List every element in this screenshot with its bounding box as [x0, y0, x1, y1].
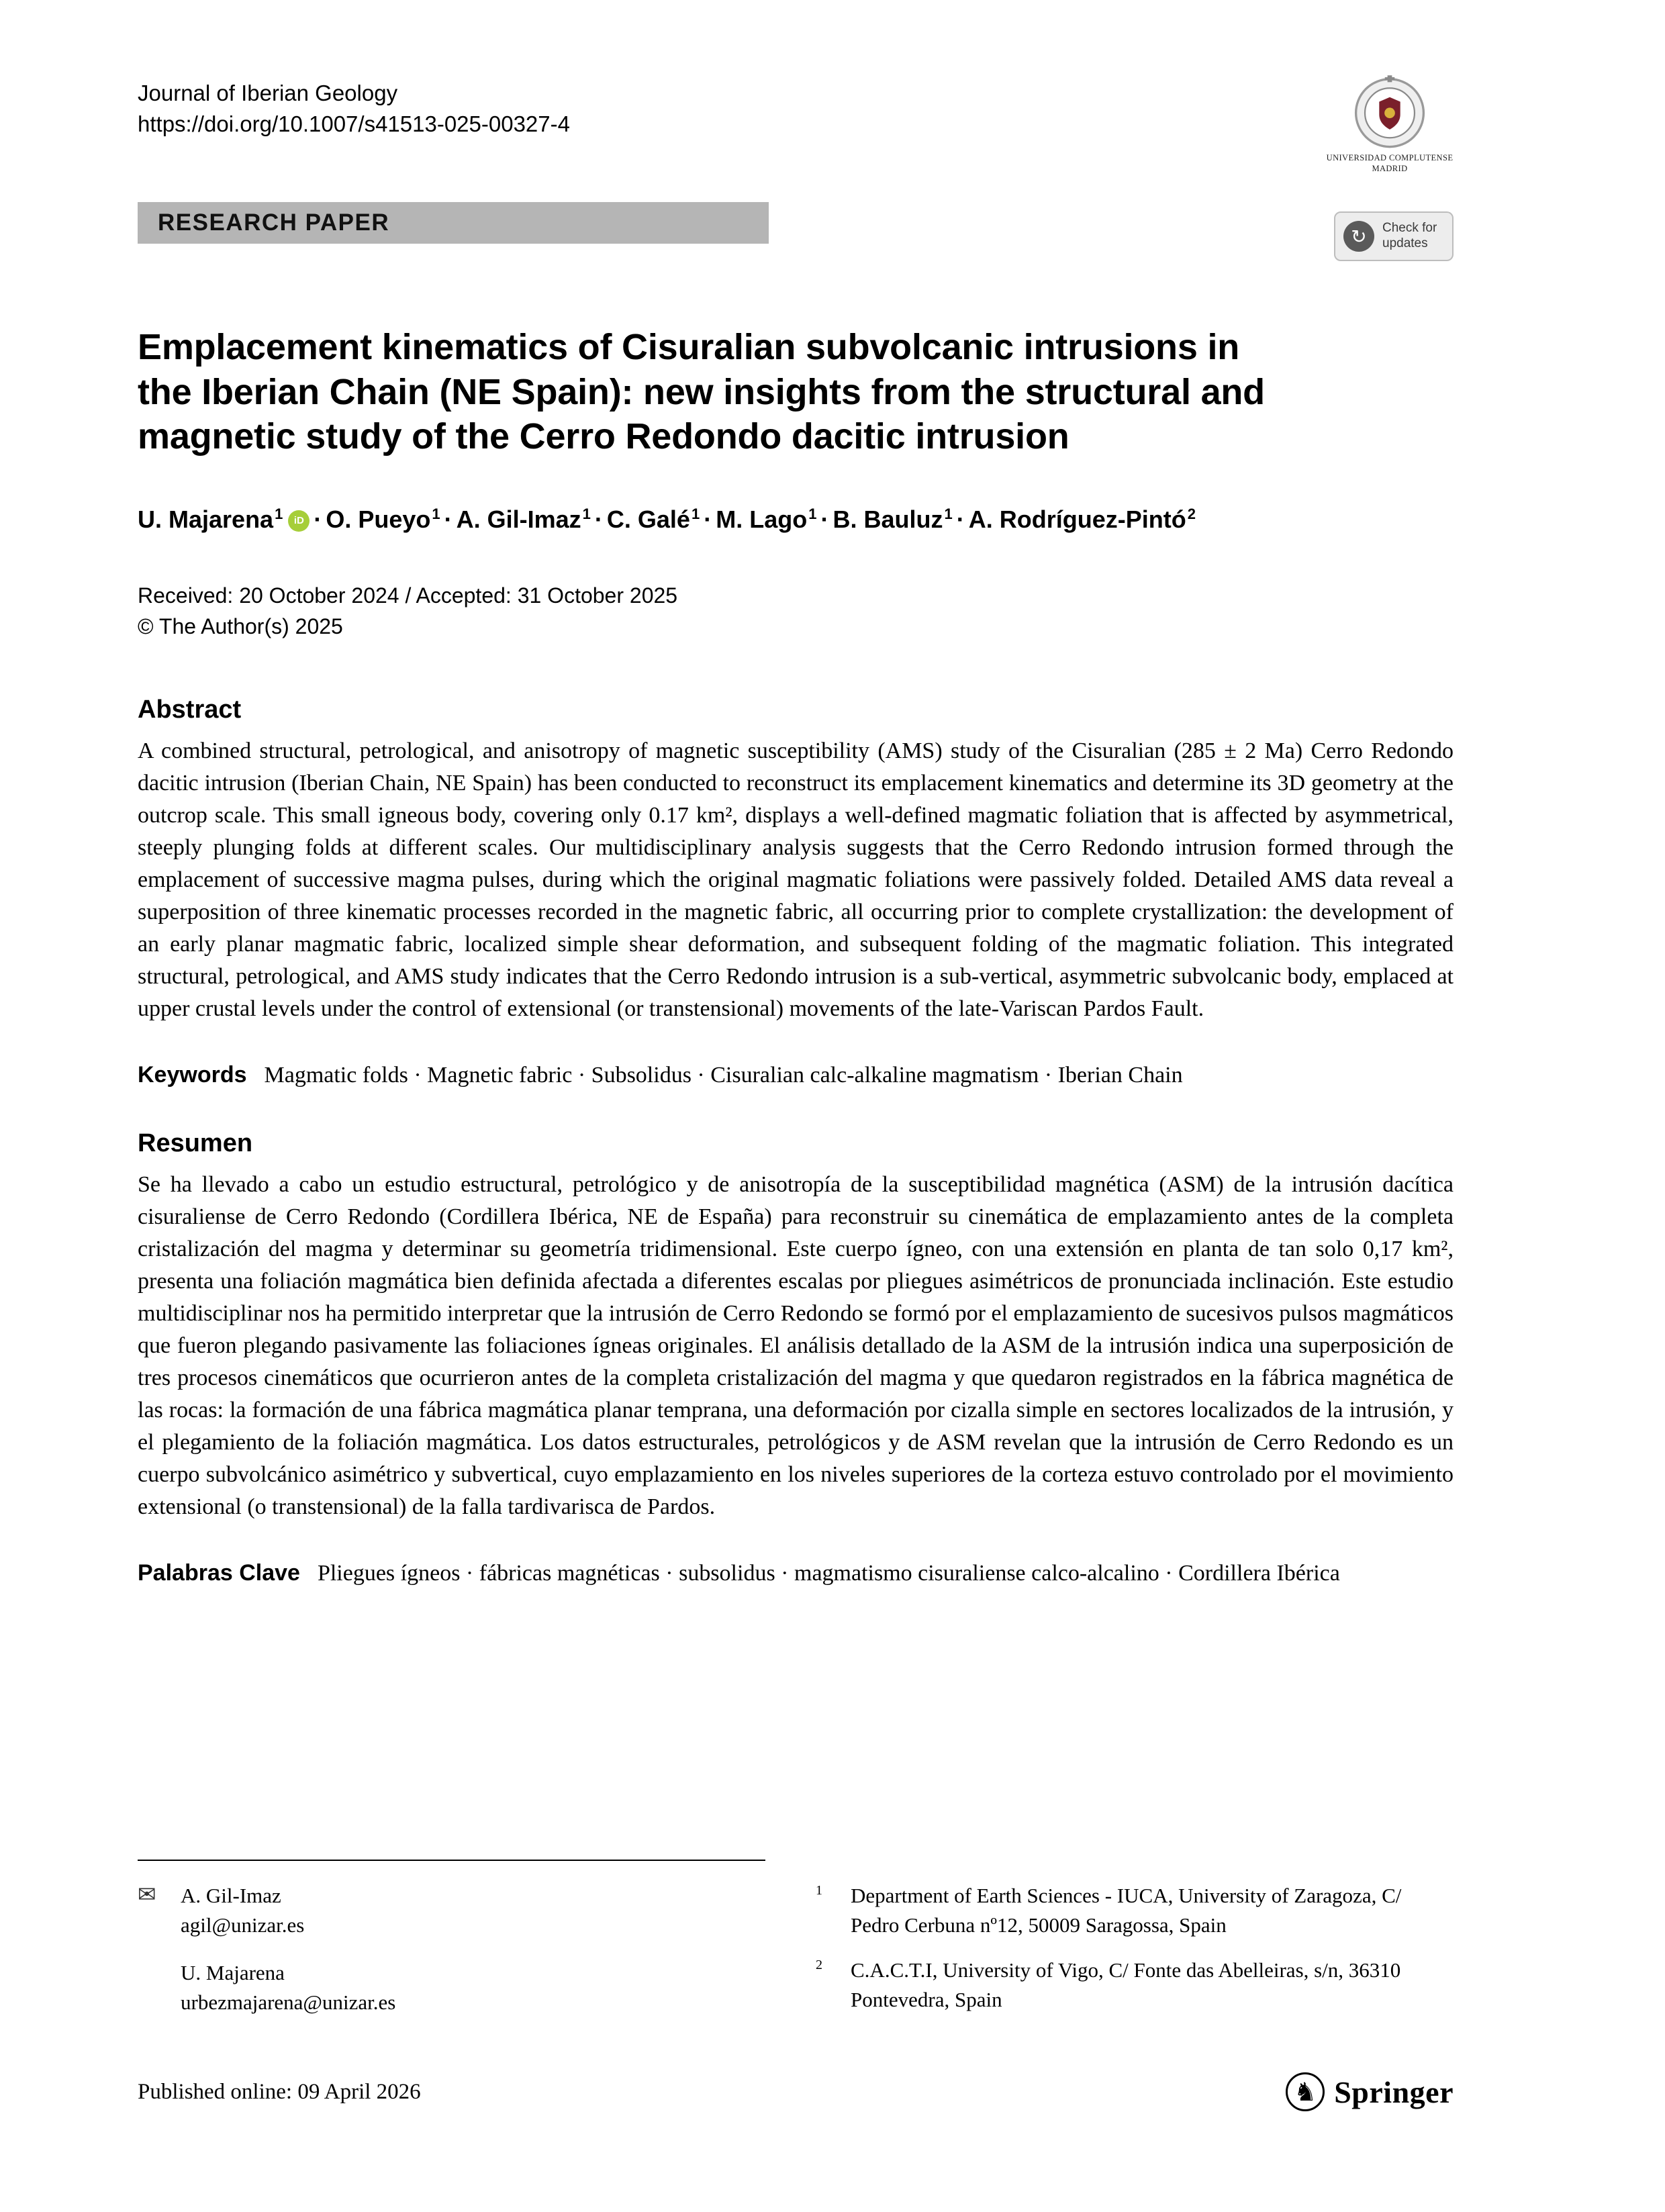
author-name: A. Gil-Imaz [456, 506, 581, 534]
author [326, 506, 440, 533]
author [607, 506, 700, 533]
springer-horse-glyph: ♞ [1294, 2077, 1317, 2107]
abstract-heading: Abstract [138, 695, 242, 724]
author-separator: · [820, 506, 829, 534]
author-name: A. Rodríguez-Pintó [968, 506, 1186, 534]
author-affiliation-sup: 2 [1187, 506, 1196, 523]
journal-name: Journal of Iberian Geology [138, 81, 398, 105]
article-title-line: Emplacement kinematics of Cisuralian subvolcanic intrusions in [138, 327, 1240, 368]
author [832, 506, 952, 533]
author-separator: · [314, 506, 322, 534]
author-name: C. Galé [606, 506, 690, 534]
affiliation [816, 1956, 1454, 2014]
ucm-caption-line1: UNIVERSIDAD COMPLUTENSE [1326, 153, 1454, 162]
article-title [138, 325, 1454, 459]
correspondence-name: U. Majarena [181, 1961, 285, 1985]
springer-logo [1286, 2072, 1454, 2111]
author-affiliation-sup: 1 [691, 506, 700, 523]
affiliation-number: 2 [816, 1958, 822, 1973]
keywords-label: Keywords [138, 1062, 247, 1088]
author-affiliation-sup: 1 [944, 506, 953, 523]
copyright-line: © The Author(s) 2025 [138, 614, 343, 638]
journal-header-block [138, 81, 570, 137]
keywords-text: Magmatic folds · Magnetic fabric · Subsolidus · Cisuralian calc-alkaline magmatism · Iberian Chain [264, 1063, 1183, 1088]
springer-wordmark: Springer [1334, 2074, 1454, 2109]
footnote-columns [138, 1881, 1454, 2035]
correspondence-text [181, 1958, 395, 2017]
author [716, 506, 816, 533]
affiliation [816, 1881, 1454, 1939]
page-footer [138, 2072, 1454, 2111]
resumen-heading: Resumen [138, 1129, 253, 1158]
author-separator: · [444, 506, 453, 534]
palabras-clave-label: Palabras Clave [138, 1560, 300, 1586]
orcid-icon[interactable]: iD [288, 510, 310, 532]
article-type-badge: RESEARCH PAPER [138, 202, 769, 244]
correspondence-entry [138, 1958, 816, 2017]
ucm-logo [1326, 74, 1454, 174]
author-separator: · [594, 506, 603, 534]
author-affiliation-sup: 1 [808, 506, 817, 523]
ucm-caption-line2: MADRID [1372, 163, 1408, 173]
affiliation-text: Department of Earth Sciences - IUCA, University of Zaragoza, C/ Pedro Cerbuna nº12, 50009 Saragossa, Spain [851, 1884, 1402, 1937]
author-name: M. Lago [716, 506, 808, 534]
affiliation-text: C.A.C.T.I, University of Vigo, C/ Fonte das Abelleiras, s/n, 36310 Pontevedra, Spain [851, 1958, 1401, 2011]
check-for-updates-badge[interactable] [1334, 211, 1454, 261]
author [969, 506, 1196, 533]
author-affiliation-sup: 1 [582, 506, 591, 523]
crossmark-icon: ↻ [1343, 221, 1374, 252]
correspondence-name: A. Gil-Imaz [181, 1884, 281, 1908]
article-type-row [138, 202, 1454, 261]
abstract-text: A combined structural, petrological, and anisotropy of magnetic susceptibility (AMS) study of the Cisuralian (285 ± 2 Ma) Cerro Redondo dacitic intrusion (Iberian Chain, NE Spain) has been conducted to reconstruct its emplacement kinematics and determine its 3D geometry at the outcrop scale. This small igneous body, covering only 0.17 km², displays a well-defined magmatic foliation that is affected by asymmetrical, steeply plunging folds at different scales. Our multidisciplinary analysis suggests that the Cerro Redondo intrusion formed through the emplacement of successive magma pulses, during which the original magmatic foliations were passively folded. Detailed AMS data reveal a superposition of three kinematic processes recorded in the magnetic fabric, all occurring prior to complete crystallization: the development of an early planar magmatic fabric, localized simple shear deformation, and subsequent folding of the magmatic foliation. This integrated structural, petrological, and AMS study indicates that the Cerro Redondo intrusion is a sub-vertical, asymmetric subvolcanic body, emplaced at upper crustal levels under the control of extensional (or transtensional) movements of the late-Variscan Pardos Fault. [138, 738, 1454, 1022]
check-for-updates-label: Check for updates [1382, 221, 1437, 251]
footnote-divider [138, 1860, 765, 1861]
received-accepted: Received: 20 October 2024 / Accepted: 31 October 2025 [138, 583, 678, 608]
correspondence-email[interactable]: agil@unizar.es [181, 1913, 305, 1937]
author [138, 506, 283, 533]
author-list [138, 506, 1454, 534]
author-name: U. Majarena [138, 506, 274, 534]
published-online: Published online: 09 April 2026 [138, 2079, 421, 2104]
page-header [138, 81, 1454, 174]
correspondence-block [138, 1881, 816, 2035]
correspondence-email[interactable]: urbezmajarena@unizar.es [181, 1990, 396, 2014]
doi-link[interactable]: https://doi.org/10.1007/s41513-025-00327-4 [138, 111, 570, 136]
author-separator: · [704, 506, 712, 534]
affiliations-block [816, 1881, 1454, 2035]
author-name: O. Pueyo [326, 506, 431, 534]
resumen-text: Se ha llevado a cabo un estudio estructural, petrológico y de anisotropía de la susceptibilidad magnética (ASM) de la intrusión dacítica cisuraliense de Cerro Redondo (Cordillera Ibérica, NE de España) para reconstruir su cinemática de emplazamiento antes de la completa cristalización del magma y determinar su geometría tridimensional. Este cuerpo ígneo, con una extensión en planta de tan solo 0,17 km², presenta una foliación magmática bien definida afectada a diferentes escalas por pliegues asimétricos de pronunciada inclinación. Este estudio multidisciplinar nos ha permitido interpretar que la intrusión de Cerro Redondo se formó por el emplazamiento de sucesivos pulsos magmáticos que fueron plegando pasivamente las foliaciones ígneas originales. El análisis detallado de la ASM de la intrusión indica una superposición de tres procesos cinemáticos que ocurrieron antes de la completa cristalización del magma y que quedaron registrados en la fábrica magnética de las rocas: la formación de una fábrica magmática planar temprana, una deformación por cizalla simple en sectores localizados de la intrusión, y el plegamiento de la foliación magmática. Los datos estructurales, petrológicos y de ASM revelan que la intrusión de Cerro Redondo es un cuerpo subvolcánico asimétrico y subvertical, cuyo emplazamiento en los niveles superiores de la corteza estuvo controlado por el movimiento extensional (o transtensional) de la falla tardivarisca de Pardos. [138, 1172, 1454, 1520]
author-separator: · [956, 506, 965, 534]
author [457, 506, 591, 533]
footnote-area [138, 1833, 1454, 2035]
article-dates [138, 581, 1454, 642]
keywords-row [138, 1059, 1454, 1092]
correspondence-entry [138, 1881, 816, 1939]
palabras-clave-text: Pliegues ígneos · fábricas magnéticas · subsolidus · magmatismo cisuraliense calco-alcalino · Cordillera Ibérica [317, 1561, 1340, 1586]
article-title-line: the Iberian Chain (NE Spain): new insights from the structural and [138, 371, 1265, 412]
author-affiliation-sup: 1 [432, 506, 440, 523]
author-name: B. Bauluz [832, 506, 943, 534]
envelope-icon: ✉ [138, 1881, 156, 1908]
ucm-crest-icon [1352, 74, 1427, 149]
affiliation-number: 1 [816, 1883, 822, 1898]
envelope-icon-spacer [138, 1958, 181, 2017]
palabras-clave-row [138, 1557, 1454, 1590]
correspondence-text [181, 1881, 304, 1939]
springer-horse-icon [1286, 2072, 1325, 2111]
author-affiliation-sup: 1 [275, 506, 283, 523]
article-title-line: magnetic study of the Cerro Redondo dacitic intrusion [138, 416, 1069, 457]
